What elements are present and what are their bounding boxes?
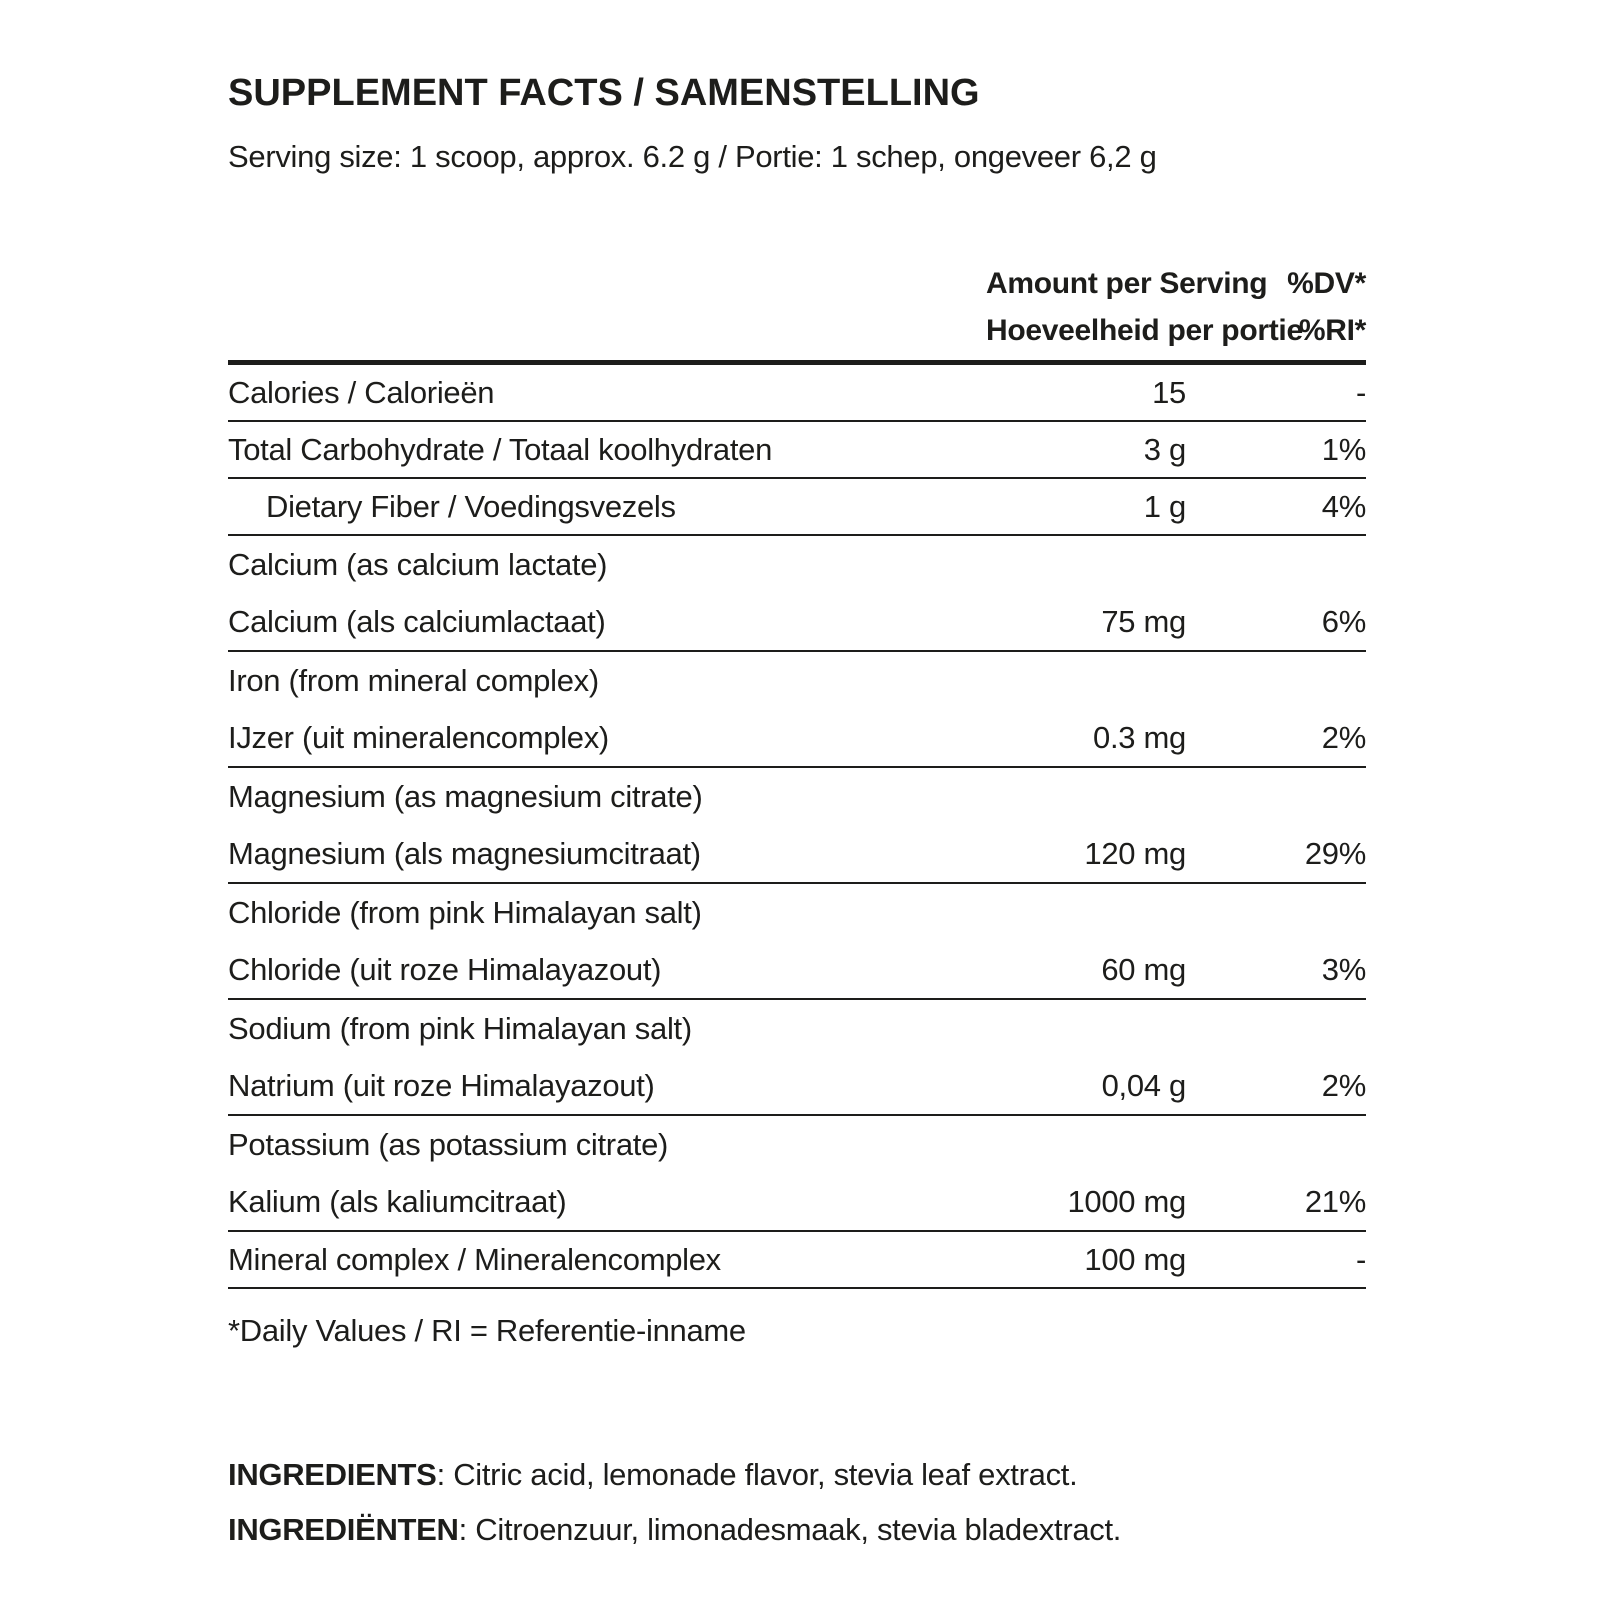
- row-label-line1: Calories / Calorieën: [228, 375, 495, 410]
- table-row: [228, 1232, 1366, 1289]
- row-dv: 6%: [1321, 604, 1366, 639]
- ingredients-text-nl: : Citroenzuur, limonadesmaak, stevia bladextract.: [458, 1512, 1122, 1547]
- header-amount-nl: Hoeveelheid per portie: [986, 314, 1303, 347]
- row-label-line2: IJzer (uit mineralencomplex): [228, 720, 609, 755]
- header-amount-en: Amount per Serving: [986, 267, 1268, 300]
- row-label-line1: Calcium (as calcium lactate): [228, 547, 608, 582]
- row-dv: 4%: [1321, 489, 1366, 524]
- ingredients-label-en: INGREDIENTS: [228, 1457, 437, 1492]
- row-dv: -: [1355, 1242, 1366, 1277]
- table-row: [228, 365, 1366, 422]
- row-label: [228, 479, 986, 534]
- row-amount: 0,04 g: [1101, 1068, 1186, 1103]
- row-label: [228, 1116, 986, 1230]
- row-label-line1: Iron (from mineral complex): [228, 663, 599, 698]
- row-label: [228, 1000, 986, 1114]
- table-row: [228, 1000, 1366, 1116]
- row-amount: 100 mg: [1084, 1242, 1186, 1277]
- table-row: [228, 768, 1366, 884]
- page-title: SUPPLEMENT FACTS / SAMENSTELLING: [228, 72, 980, 114]
- table-row: [228, 479, 1366, 536]
- row-dv: 2%: [1321, 720, 1366, 755]
- daily-values-footnote: *Daily Values / RI = Referentie-inname: [228, 1313, 746, 1348]
- row-label-line1: Chloride (from pink Himalayan salt): [228, 895, 702, 930]
- table-row: [228, 536, 1366, 652]
- supplement-facts-panel: [228, 72, 1366, 1557]
- row-amount: 15: [1152, 375, 1186, 410]
- header-amount-column: [986, 260, 1303, 354]
- header-dv-column: [1186, 260, 1366, 354]
- row-label-line1: Potassium (as potassium citrate): [228, 1127, 669, 1162]
- ingredients-line-nl: [228, 1502, 1366, 1557]
- row-label: [228, 768, 986, 882]
- row-label: [228, 1232, 986, 1287]
- row-label-line2: Kalium (als kaliumcitraat): [228, 1184, 567, 1219]
- row-label-line2: Calcium (als calciumlactaat): [228, 604, 606, 639]
- row-dv: 1%: [1321, 432, 1366, 467]
- ingredients-text-en: : Citric acid, lemonade flavor, stevia leaf extract.: [436, 1457, 1078, 1492]
- row-label: [228, 652, 986, 766]
- table-row: [228, 652, 1366, 768]
- table-body: [228, 365, 1366, 1289]
- row-amount: 1 g: [1143, 489, 1186, 524]
- row-dv: 21%: [1304, 1184, 1366, 1219]
- row-amount: 75 mg: [1101, 604, 1186, 639]
- row-amount: 60 mg: [1101, 952, 1186, 987]
- row-amount: 3 g: [1143, 432, 1186, 467]
- row-dv: 3%: [1321, 952, 1366, 987]
- row-label-line2: Chloride (uit roze Himalayazout): [228, 952, 662, 987]
- row-amount: 120 mg: [1084, 836, 1186, 871]
- ingredients-line-en: [228, 1447, 1366, 1502]
- row-label: [228, 884, 986, 998]
- row-label-line1: Sodium (from pink Himalayan salt): [228, 1011, 692, 1046]
- serving-size-line: Serving size: 1 scoop, approx. 6.2 g / Portie: 1 schep, ongeveer 6,2 g: [228, 139, 1157, 174]
- table-header: [228, 260, 1366, 365]
- row-label: [228, 365, 986, 420]
- header-dv-nl: %RI*: [1298, 314, 1366, 347]
- row-dv: 29%: [1304, 836, 1366, 871]
- ingredients-block: [228, 1447, 1366, 1557]
- row-label-line1: Magnesium (as magnesium citrate): [228, 779, 703, 814]
- row-dv: -: [1355, 375, 1366, 410]
- row-label-line1: Dietary Fiber / Voedingsvezels: [266, 489, 676, 524]
- table-row: [228, 422, 1366, 479]
- row-label-line1: Mineral complex / Mineralencomplex: [228, 1242, 721, 1277]
- row-label-line2: Natrium (uit roze Himalayazout): [228, 1068, 655, 1103]
- table-row: [228, 1116, 1366, 1232]
- table-row: [228, 884, 1366, 1000]
- row-label: [228, 422, 986, 477]
- ingredients-label-nl: INGREDIËNTEN: [228, 1512, 459, 1547]
- row-label-line2: Magnesium (als magnesiumcitraat): [228, 836, 701, 871]
- row-label: [228, 536, 986, 650]
- row-amount: 1000 mg: [1067, 1184, 1186, 1219]
- row-amount: 0.3 mg: [1093, 720, 1186, 755]
- row-label-line1: Total Carbohydrate / Totaal koolhydraten: [228, 432, 773, 467]
- header-dv-en: %DV*: [1287, 267, 1366, 300]
- row-dv: 2%: [1321, 1068, 1366, 1103]
